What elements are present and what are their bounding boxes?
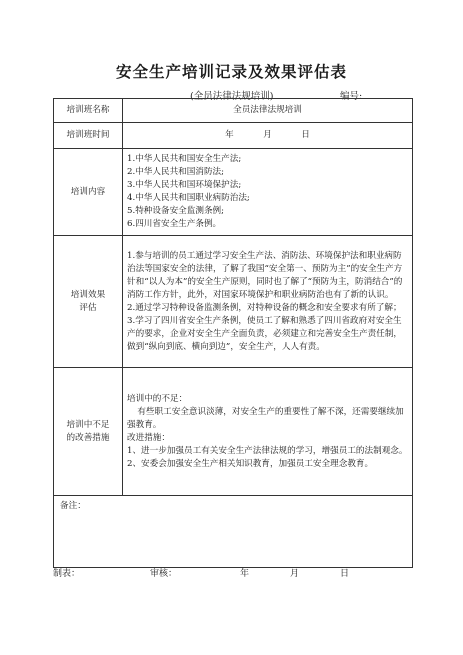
class-name-value: 全员法律法规培训	[123, 99, 413, 123]
shortage-title: 培训中的不足：	[127, 393, 188, 404]
content-item: 5.特种设备安全监测条例;	[127, 206, 225, 216]
footer-day: 日	[340, 569, 350, 579]
measure-item: 1、进一步加强员工有关安全生产法律法规的学习，增强员工的法制观念。	[127, 445, 408, 456]
remarks-cell: 备注：	[54, 496, 413, 568]
evaluation-label	[54, 236, 123, 368]
evaluation-text	[123, 236, 413, 368]
content-item: 4.中华人民共和国职业病防治法;	[127, 193, 250, 203]
evaluation-paragraph: 2.通过学习特种设备监测条例，对特种设备的概念和安全要求有所了解；	[127, 302, 402, 313]
reviewed-by-label: 审核：	[150, 569, 178, 579]
improvement-label-line1: 培训中不足	[66, 419, 110, 430]
content-item: 1.中华人民共和国安全生产法;	[127, 154, 242, 164]
row-evaluation	[54, 236, 413, 368]
improvement-label-line2: 的改善措施	[66, 432, 110, 443]
evaluation-paragraph: 3.学习了四川省安全生产条例，使员工了解和熟悉了四川省政府对安全生产的要求，企业对安全生产全面负责，必须建立和完善安全生产责任制，做到“纵向到底、横向到边”，安全生产，人人有责。	[127, 315, 403, 352]
measure-item: 2、安委会加强安全生产相关知识教育，加强员工安全理念教育。	[127, 458, 374, 469]
prepared-by-label: 制表：	[53, 569, 81, 579]
document-title: 安全生产培训记录及效果评估表	[115, 62, 347, 81]
footer-year: 年	[240, 569, 250, 579]
training-record-table	[53, 98, 413, 568]
content-label: 培训内容	[54, 149, 123, 236]
class-time-value	[123, 123, 413, 149]
class-time-month: 月	[263, 130, 272, 140]
evaluation-paragraph: 1.参与培训的员工通过学习安全生产法、消防法、环境保护法和职业病防治法等国家安全的法律，了解了我国“安全第一、预防为主”的安全生产方针和“以人为本”的安全生产原则，同时也了解了“预防为主，防消结合”的消防工作方针，此外，对国家环境保护和职业病防治也有了新的认识。	[127, 250, 403, 300]
improvement-text	[123, 368, 413, 496]
row-improvement	[54, 368, 413, 496]
content-item: 3.中华人民共和国环境保护法;	[127, 180, 242, 190]
class-time-year: 年	[225, 130, 234, 140]
improvement-label	[54, 368, 123, 496]
content-list	[123, 149, 413, 236]
class-time-label: 培训班时间	[54, 123, 123, 149]
class-time-day: 日	[301, 130, 310, 140]
row-content	[54, 149, 413, 236]
row-class-name	[54, 99, 413, 123]
shortage-text: 有些职工安全意识淡薄，对安全生产的重要性了解不深，还需要继续加强教育。	[127, 406, 404, 430]
code-label: 编号:	[340, 91, 363, 102]
class-name-label: 培训班名称	[54, 99, 123, 123]
evaluation-label-line1: 培训效果	[70, 289, 106, 300]
row-class-time	[54, 123, 413, 149]
content-item: 6.四川省安全生产条例。	[127, 219, 222, 229]
measures-title: 改进措施：	[127, 432, 170, 443]
row-remarks	[54, 496, 413, 568]
document-subtitle: (全员法律法规培训)	[190, 91, 274, 102]
evaluation-label-line2: 评估	[79, 302, 97, 313]
footer-month: 月	[290, 569, 300, 579]
content-item: 2.中华人民共和国消防法;	[127, 167, 225, 177]
